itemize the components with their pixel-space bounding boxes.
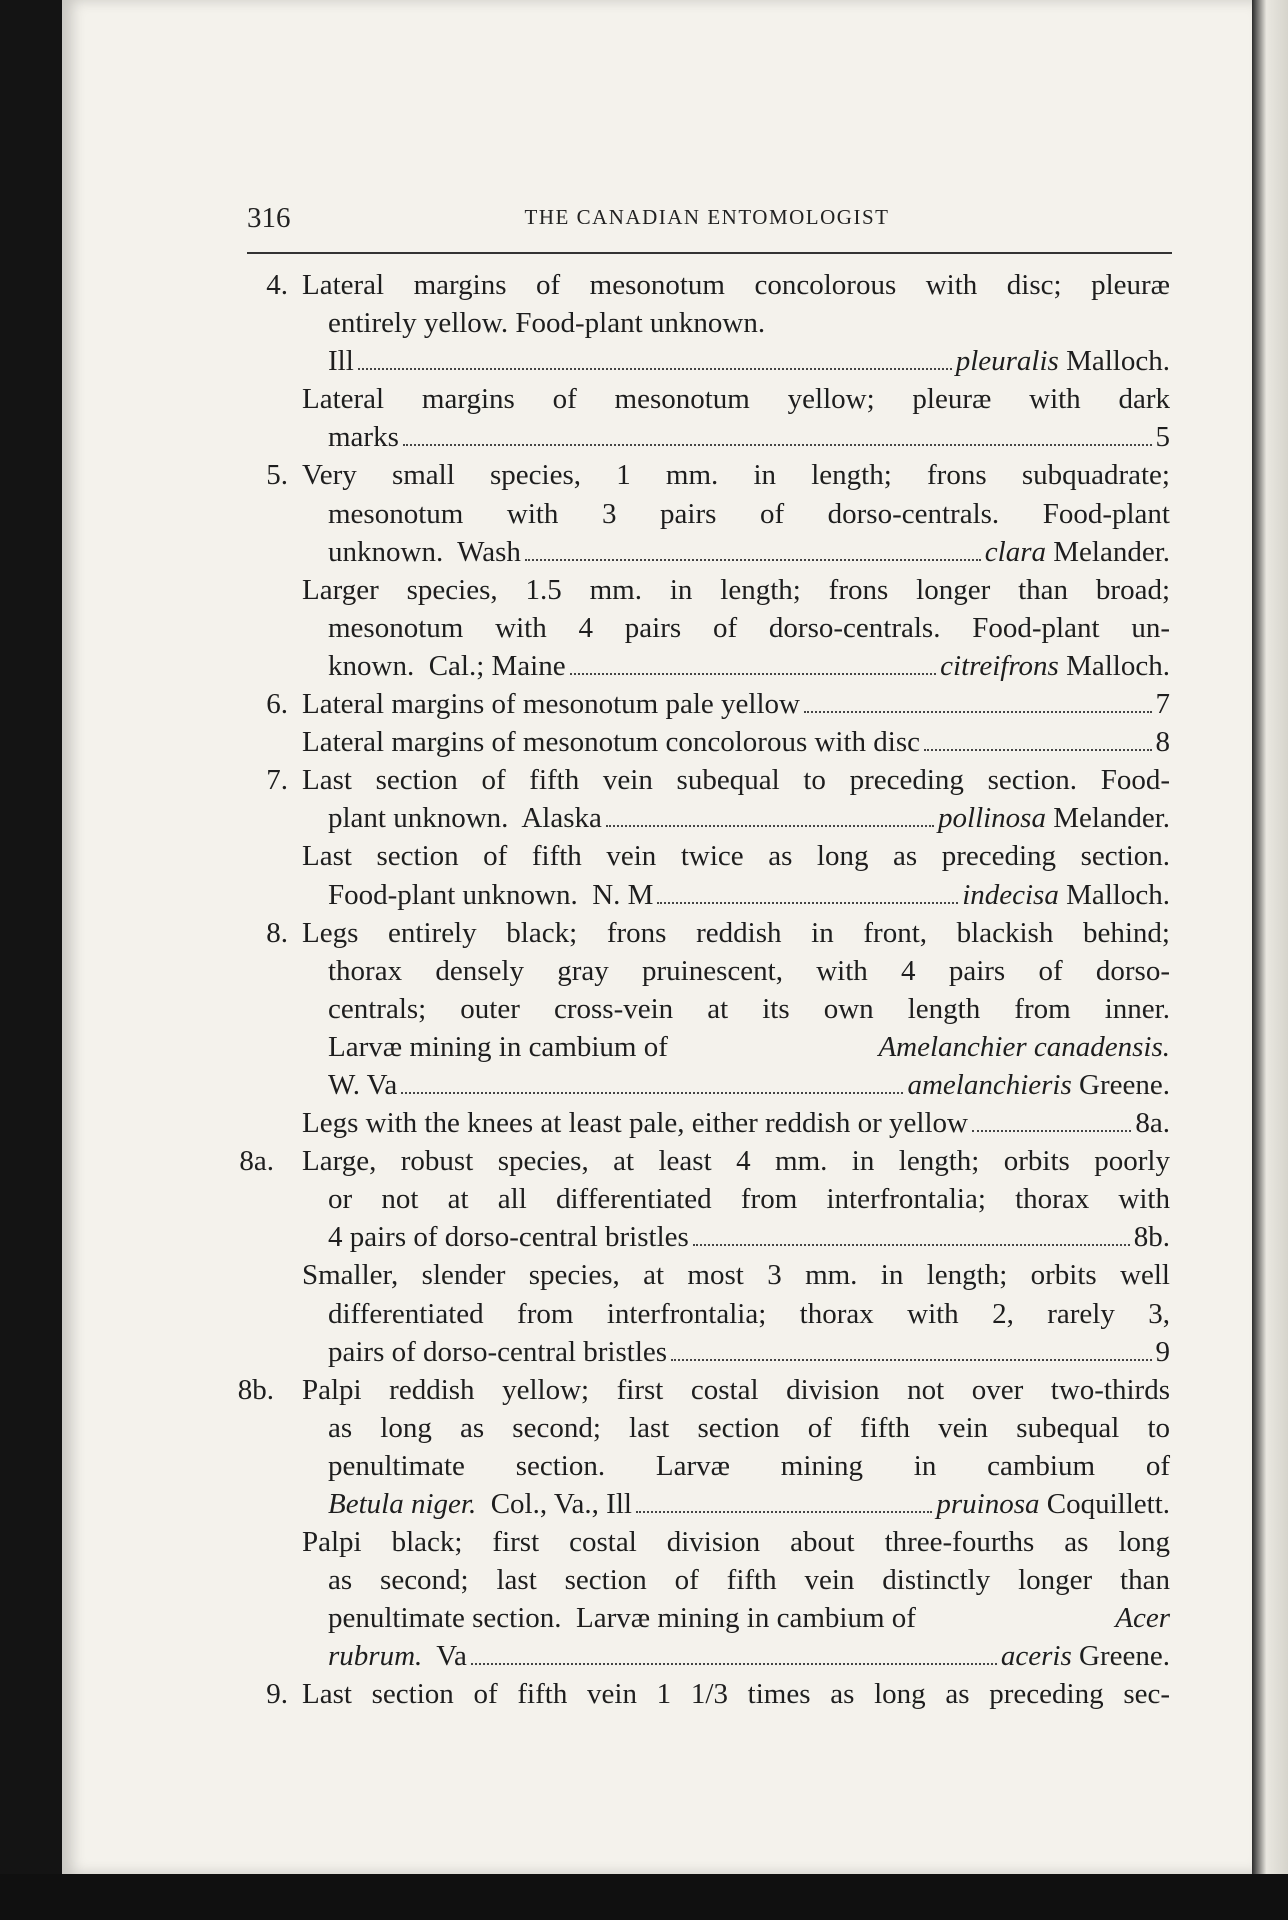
line-text: Larger species, 1.5 mm. in length; frons longer than broad; (302, 573, 1170, 606)
line-text: unknown. Wash (328, 535, 521, 568)
leader-line (328, 418, 1170, 456)
couplet-reference: 8 (1155, 726, 1170, 759)
line-text: Lateral margins of mesonotum concolorous with disc (302, 726, 921, 759)
line-text: as long as second; last section of fifth vein subequal to (328, 1411, 1170, 1444)
dot-leader (636, 1510, 932, 1513)
line-text: Palpi reddish yellow; first costal division not over two-thirds (302, 1373, 1170, 1406)
dot-leader (358, 367, 952, 370)
scan-border (0, 1874, 1288, 1920)
key-line (228, 304, 1170, 342)
line-text: Very small species, 1 mm. in length; frons subquadrate; (302, 459, 1170, 492)
key-line (228, 1447, 1170, 1485)
page-header (247, 202, 1167, 242)
key-line (228, 990, 1170, 1028)
key-line (228, 1256, 1170, 1294)
key-line (228, 1180, 1170, 1218)
dot-leader (471, 1662, 997, 1665)
line-text: centrals; outer cross-vein at its own length from inner. (328, 992, 1170, 1025)
dot-leader (972, 1129, 1131, 1132)
author-name: Malloch. (1058, 649, 1170, 682)
couplet-reference: 7 (1155, 688, 1170, 721)
couplet-number: 6. (266, 688, 288, 721)
line-text: thorax densely gray pruinescent, with 4 pairs of dorso- (328, 954, 1170, 987)
key-line (228, 533, 1170, 571)
dot-leader (924, 748, 1151, 751)
key-line (228, 1485, 1170, 1523)
couplet-reference: 8a. (1135, 1107, 1170, 1140)
line-text: 4 pairs of dorso-central bristles (328, 1221, 689, 1254)
key-line (228, 342, 1170, 380)
species-name: citreifrons (940, 649, 1059, 682)
couplet-reference: 9 (1155, 1335, 1170, 1368)
key-line (228, 495, 1170, 533)
leader-line (328, 1218, 1170, 1256)
key-line (228, 1675, 1170, 1713)
couplet-number: 7. (266, 764, 288, 797)
header-rule (247, 252, 1172, 254)
author-name: Malloch. (1058, 345, 1170, 378)
line-text: marks (328, 421, 399, 454)
dot-leader (401, 1091, 903, 1094)
species-name: pleuralis (955, 345, 1059, 378)
line-text: entirely yellow. Food-plant unknown. (328, 307, 766, 340)
line-text: differentiated from interfrontalia; thorax with 2, rarely 3, (328, 1297, 1170, 1330)
line-text: Legs entirely black; frons reddish in front, blackish behind; (302, 916, 1170, 949)
line-text: plant unknown. Alaska (328, 802, 602, 835)
key-line (228, 609, 1170, 647)
line-text: penultimate section. Larvæ mining in cambium of (328, 1449, 1170, 1482)
key-line (228, 456, 1170, 494)
line-text: Lateral margins of mesonotum concolorous with disc; pleuræ (302, 269, 1170, 301)
line-text (328, 1599, 1170, 1637)
key-line (228, 1218, 1170, 1256)
dot-leader (570, 672, 937, 675)
key-line (228, 723, 1170, 761)
leader-line (328, 799, 1170, 837)
key-line (228, 1523, 1170, 1561)
dot-leader (693, 1243, 1130, 1246)
key-line (228, 1561, 1170, 1599)
line-text: mesonotum with 3 pairs of dorso-centrals. Food-plant (328, 497, 1170, 530)
author-name: Greene. (1071, 1068, 1170, 1101)
key-line (228, 1142, 1170, 1180)
leader-line (328, 1333, 1170, 1371)
line-text: Last section of fifth vein subequal to preceding section. Food- (302, 764, 1170, 797)
author-name: Coquillett. (1039, 1488, 1170, 1520)
key-line (228, 1104, 1170, 1142)
author-name: Melander. (1045, 535, 1170, 568)
line-text: Lateral margins of mesonotum yellow; pleuræ with dark (302, 383, 1170, 416)
key-line (228, 952, 1170, 990)
author-name: Melander. (1045, 802, 1170, 835)
dot-leader (525, 558, 981, 561)
couplet-reference: 5 (1155, 421, 1170, 454)
species-name: indecisa (962, 878, 1059, 911)
leader-line (328, 876, 1170, 914)
line-text: Large, robust species, at least 4 mm. in length; orbits poorly (302, 1145, 1170, 1178)
line-text: Palpi black; first costal division about three-fourths as long (302, 1526, 1170, 1559)
dot-leader (671, 1358, 1151, 1361)
line-text: Legs with the knees at least pale, either reddish or yellow (302, 1107, 968, 1140)
key-line (228, 1371, 1170, 1409)
key-line (228, 266, 1170, 304)
line-text (328, 1028, 1170, 1066)
key-line (228, 1637, 1170, 1675)
species-name: aceris (1000, 1640, 1072, 1673)
leader-line (328, 342, 1170, 380)
line-text: known. Cal.; Maine (328, 649, 566, 682)
host-plant-name: Betula niger. (328, 1488, 477, 1520)
key-line (228, 380, 1170, 418)
line-text-part: Larvæ mining in cambium of (328, 1030, 676, 1063)
couplet-number: 8b. (237, 1373, 274, 1406)
host-plant-name: rubrum. (328, 1640, 423, 1673)
line-text: Lateral margins of mesonotum pale yellow (302, 688, 800, 721)
key-line (228, 685, 1170, 723)
key-line (228, 1333, 1170, 1371)
leader-line (328, 1066, 1170, 1104)
couplet-number: 8. (266, 916, 288, 949)
leader-line (302, 1104, 1170, 1142)
key-line (228, 418, 1170, 456)
species-name: amelanchieris (907, 1068, 1072, 1101)
key-text (228, 266, 1170, 1714)
dot-leader (403, 443, 1152, 446)
line-text: as second; last section of fifth vein distinctly longer than (328, 1564, 1170, 1597)
leader-line (302, 723, 1170, 761)
line-text: mesonotum with 4 pairs of dorso-centrals. Food-plant un- (328, 611, 1170, 644)
key-line (228, 837, 1170, 875)
line-text: W. Va (328, 1068, 398, 1101)
line-text: pairs of dorso-central bristles (328, 1335, 668, 1368)
species-name: clara (984, 535, 1046, 568)
species-name: pruinosa (936, 1488, 1040, 1520)
line-text: Food-plant unknown. N. M (328, 878, 654, 911)
key-line (228, 761, 1170, 799)
dot-leader (657, 901, 958, 904)
line-text: Last section of fifth vein 1 1/3 times as long as preceding sec- (302, 1678, 1170, 1711)
key-line (228, 914, 1170, 952)
line-text: or not at all differentiated from interfrontalia; thorax with (328, 1183, 1170, 1216)
leader-line (302, 685, 1170, 723)
couplet-number: 9. (266, 1678, 288, 1711)
running-title: THE CANADIAN ENTOMOLOGIST (524, 205, 890, 229)
host-plant-name: Acer (1115, 1602, 1170, 1635)
species-name: pollinosa (938, 802, 1046, 835)
key-line (228, 1409, 1170, 1447)
leader-line (328, 647, 1170, 685)
key-line (228, 1028, 1170, 1066)
line-text: Ill (328, 345, 354, 378)
couplet-number: 8a. (239, 1145, 274, 1178)
key-line (228, 1295, 1170, 1333)
page-edge (1252, 0, 1288, 1920)
author-name: Greene. (1071, 1640, 1170, 1673)
dot-leader (606, 824, 934, 827)
line-text: Last section of fifth vein twice as long as preceding section. (302, 840, 1170, 873)
leader-line (328, 1637, 1170, 1675)
leader-line (328, 533, 1170, 571)
key-line (228, 647, 1170, 685)
page-number: 316 (247, 202, 291, 234)
author-name: Malloch. (1058, 878, 1170, 911)
line-text-part: penultimate section. Larvæ mining in cambium of (328, 1602, 924, 1635)
line-text: Col., Va., Ill (476, 1488, 632, 1520)
host-plant-name: Amelanchier canadensis. (878, 1030, 1170, 1063)
key-line (228, 876, 1170, 914)
dot-leader (804, 710, 1152, 713)
key-line (228, 1066, 1170, 1104)
line-text: Va (422, 1640, 467, 1673)
leader-line (328, 1485, 1170, 1523)
line-text: Smaller, slender species, at most 3 mm. in length; orbits well (302, 1259, 1170, 1292)
couplet-reference: 8b. (1133, 1221, 1170, 1254)
couplet-number: 4. (266, 269, 288, 301)
key-line (228, 799, 1170, 837)
key-line (228, 571, 1170, 609)
couplet-number: 5. (266, 459, 288, 492)
key-line (228, 1599, 1170, 1637)
